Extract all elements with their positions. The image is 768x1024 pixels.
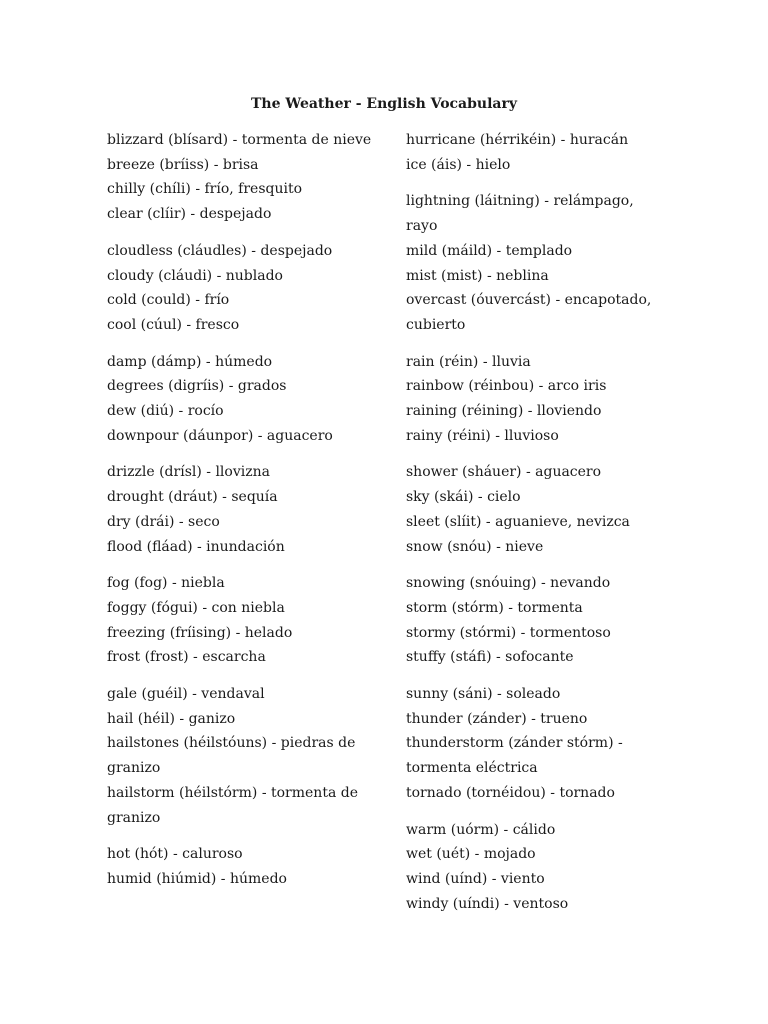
vocabulary-group (406, 460, 668, 559)
vocabulary-group (107, 128, 382, 227)
vocabulary-entry: thunderstorm (zánder stórm) - tormenta eléctrica (406, 735, 623, 777)
vocabulary-entry: stormy (stórmi) - tormentoso (406, 624, 611, 641)
vocabulary-entry: fog (fog) - niebla (107, 575, 225, 592)
vocabulary-entry: gale (guéil) - vendaval (107, 686, 265, 703)
vocabulary-entry: dew (diú) - rocío (107, 403, 224, 420)
vocabulary-entry: breeze (bríiss) - brisa (107, 156, 259, 173)
vocabulary-group (406, 128, 668, 177)
vocabulary-entry: hailstorm (héilstórm) - tormenta de granizo (107, 784, 358, 826)
vocabulary-entry: hailstones (héilstóuns) - piedras de granizo (107, 735, 356, 777)
vocabulary-entry: drought (dráut) - sequía (107, 489, 278, 506)
vocabulary-entry: cloudless (cláudles) - despejado (107, 242, 333, 259)
page-title: The Weather - English Vocabulary (250, 96, 517, 112)
vocabulary-group (406, 682, 668, 806)
vocabulary-entry: chilly (chíli) - frío, fresquito (107, 181, 303, 198)
vocabulary-entry: blizzard (blísard) - tormenta de nieve (107, 132, 372, 148)
vocabulary-group (107, 350, 382, 449)
vocabulary-entry: windy (uíndi) - ventoso (406, 895, 569, 912)
vocabulary-entry: frost (frost) - escarcha (107, 649, 266, 666)
vocabulary-group (107, 682, 382, 830)
vocabulary-entry: tornado (tornéidou) - tornado (406, 784, 615, 801)
vocabulary-entry: dry (drái) - seco (107, 513, 220, 530)
vocabulary-entry: overcast (óuvercást) - encapotado, cubierto (406, 292, 652, 333)
vocabulary-entry: freezing (fríising) - helado (107, 624, 293, 641)
vocabulary-entry: sky (skái) - cielo (406, 489, 521, 506)
vocabulary-entry: flood (fláad) - inundación (107, 538, 285, 555)
vocabulary-entry: rainbow (réinbou) - arco iris (406, 378, 607, 395)
vocabulary-entry: warm (uórm) - cálido (406, 821, 556, 838)
vocabulary-entry: wind (uínd) - viento (406, 870, 545, 887)
vocabulary-entry: stuffy (stáfi) - sofocante (406, 649, 574, 666)
vocabulary-entry: cold (could) - frío (107, 292, 230, 309)
vocabulary-entry: sleet (slíit) - aguanieve, nevizca (406, 513, 630, 530)
vocabulary-entry: hot (hót) - caluroso (107, 846, 243, 863)
vocabulary-entry: shower (sháuer) - aguacero (406, 464, 602, 481)
vocabulary-entry: foggy (fógui) - con niebla (107, 599, 285, 616)
right-vocabulary-column (406, 128, 668, 928)
vocabulary-entry: snow (snóu) - nieve (406, 538, 544, 555)
vocabulary-entry: downpour (dáunpor) - aguacero (107, 427, 333, 444)
left-vocabulary-column (107, 128, 382, 904)
vocabulary-entry: mild (máild) - templado (406, 242, 573, 259)
vocabulary-entry: rain (réin) - lluvia (406, 353, 531, 370)
vocabulary-entry: sunny (sáni) - soleado (406, 686, 561, 703)
vocabulary-entry: lightning (láitning) - relámpago, rayo (406, 193, 634, 235)
vocabulary-entry: thunder (zánder) - trueno (406, 710, 588, 727)
vocabulary-entry: hail (héil) - ganizo (107, 710, 236, 727)
vocabulary-entry: drizzle (drísl) - llovizna (107, 464, 270, 481)
vocabulary-entry: wet (uét) - mojado (406, 846, 536, 863)
vocabulary-entry: snowing (snóuing) - nevando (406, 575, 611, 592)
vocabulary-entry: cool (cúul) - fresco (107, 316, 240, 333)
vocabulary-group (406, 350, 668, 449)
vocabulary-entry: mist (mist) - neblina (406, 267, 549, 284)
vocabulary-entry: damp (dámp) - húmedo (107, 353, 273, 370)
vocabulary-entry: rainy (réini) - lluvioso (406, 427, 559, 444)
vocabulary-group (107, 460, 382, 559)
vocabulary-entry: degrees (digríis) - grados (107, 378, 287, 395)
vocabulary-entry: raining (réining) - lloviendo (406, 403, 602, 420)
vocabulary-group (406, 571, 668, 670)
vocabulary-entry: storm (stórm) - tormenta (406, 599, 583, 616)
vocabulary-entry: hurricane (hérrikéin) - huracán (406, 132, 629, 148)
vocabulary-group (406, 818, 668, 917)
vocabulary-entry: clear (clíir) - despejado (107, 206, 272, 223)
vocabulary-entry: ice (áis) - hielo (406, 156, 511, 173)
vocabulary-group (107, 842, 382, 891)
vocabulary-entry: humid (hiúmid) - húmedo (107, 870, 287, 887)
vocabulary-group (406, 189, 668, 337)
vocabulary-group (107, 571, 382, 670)
vocabulary-entry: cloudy (cláudi) - nublado (107, 267, 283, 284)
vocabulary-group (107, 239, 382, 338)
